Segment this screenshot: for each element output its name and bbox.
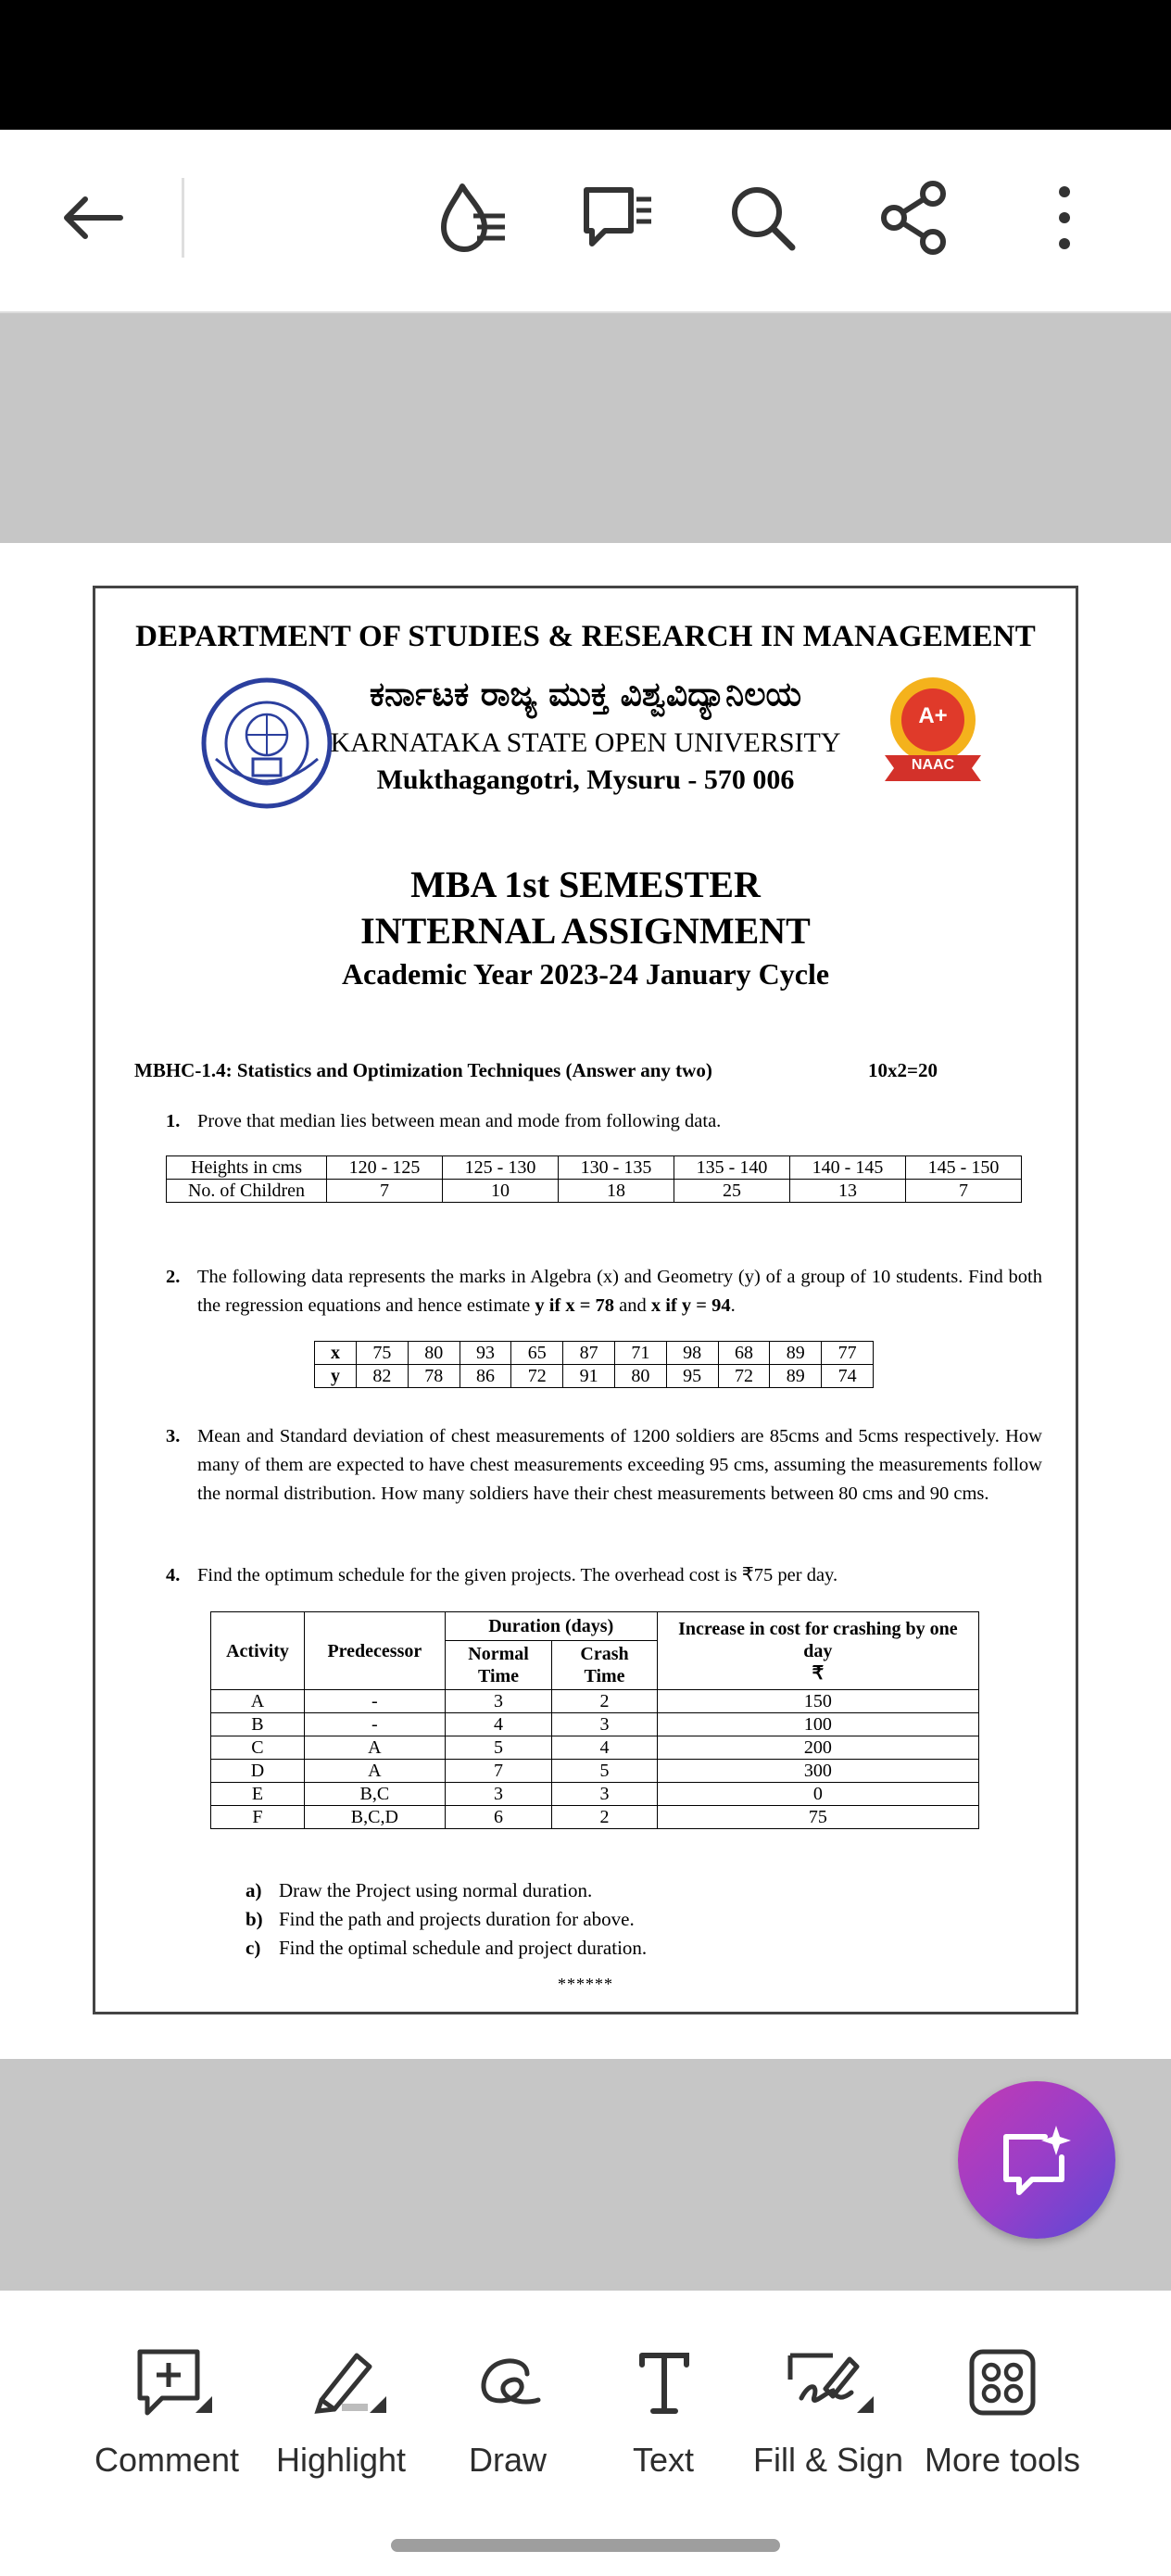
- liquid-mode-button[interactable]: [422, 167, 524, 269]
- q1-table: [166, 1155, 1022, 1203]
- y-value: 91: [563, 1365, 615, 1388]
- question-text-part: and: [614, 1295, 651, 1316]
- tool-label: Text: [632, 2441, 695, 2479]
- x-value: 98: [666, 1342, 718, 1365]
- question-text-part: The following data represents the marks in Algebra (x) and Geometry (y) of a group of 10 students. Find both the regression equations and hence estimate: [197, 1267, 1042, 1316]
- height-class: 135 - 140: [674, 1156, 790, 1180]
- search-button[interactable]: [711, 167, 813, 269]
- activity-cell: C: [211, 1736, 305, 1760]
- children-count: 10: [443, 1180, 559, 1203]
- assignment-title: INTERNAL ASSIGNMENT: [360, 910, 811, 952]
- activity-cell: A: [211, 1690, 305, 1713]
- draw-icon: [457, 2346, 559, 2420]
- normal-time-cell: 4: [445, 1713, 552, 1736]
- y-value: 86: [460, 1365, 511, 1388]
- x-value: 65: [511, 1342, 563, 1365]
- highlight-icon: [290, 2346, 392, 2420]
- more-tools-icon: [951, 2346, 1053, 2420]
- course-title: MBHC-1.4: Statistics and Optimization Techniques (Answer any two): [134, 1059, 712, 1081]
- subpart-text: Find the optimal schedule and project duration.: [279, 1937, 648, 1959]
- semester-title: MBA 1st SEMESTER: [410, 864, 761, 905]
- children-count: 25: [674, 1180, 790, 1203]
- department-heading: DEPARTMENT OF STUDIES & RESEARCH IN MANAGEMENT: [135, 620, 1036, 653]
- list-item: [246, 1905, 647, 1934]
- comments-list-button[interactable]: [567, 167, 669, 269]
- question-text: Prove that median lies between mean and mode from following data.: [197, 1111, 722, 1131]
- q4-table: [210, 1611, 979, 1829]
- x-value: 77: [822, 1342, 874, 1365]
- ai-assistant-button[interactable]: [958, 2081, 1115, 2239]
- activity-cell: F: [211, 1806, 305, 1829]
- back-button[interactable]: [41, 167, 143, 269]
- children-count: 13: [790, 1180, 906, 1203]
- subpart-letter: c): [246, 1937, 261, 1959]
- end-marker: ******: [558, 1975, 613, 1993]
- cost-cell: 150: [657, 1690, 978, 1713]
- y-value: 89: [770, 1365, 822, 1388]
- question-text: Mean and Standard deviation of chest measurements of 1200 soldiers are 85cms and 5cms respectively. How many of them are expected to have chest measurements exceeding 95 cms, assuming the measurements follow the normal distribution. How many soldiers have their chest measurements between 80 cms and 90 cms.: [197, 1426, 1042, 1504]
- tool-label: Comment: [94, 2441, 240, 2479]
- activity-cell: D: [211, 1760, 305, 1783]
- normal-time-cell: 7: [445, 1760, 552, 1783]
- increase-cost-label: Increase in cost for crashing by one day: [678, 1618, 958, 1661]
- more-vertical-icon: [1051, 181, 1078, 255]
- question-4: [166, 1561, 1042, 1590]
- question-2: [166, 1263, 1042, 1320]
- table-row: [211, 1736, 979, 1760]
- share-button[interactable]: [863, 167, 965, 269]
- cost-cell: 300: [657, 1760, 978, 1783]
- y-value: 80: [614, 1365, 666, 1388]
- predecessor-cell: -: [304, 1713, 445, 1736]
- fill-sign-tool-button[interactable]: [736, 2346, 921, 2479]
- crash-time-cell: 5: [552, 1760, 657, 1783]
- x-value: 80: [408, 1342, 460, 1365]
- tool-label: More tools: [924, 2441, 1081, 2479]
- predecessor-cell: A: [304, 1760, 445, 1783]
- table-row: [211, 1713, 979, 1736]
- cost-cell: 75: [657, 1806, 978, 1829]
- subpart-text: Draw the Project using normal duration.: [279, 1879, 593, 1901]
- y-value: 74: [822, 1365, 874, 1388]
- normal-time-cell: 6: [445, 1806, 552, 1829]
- question-number: 2.: [166, 1267, 181, 1287]
- predecessor-cell: B,C,D: [304, 1806, 445, 1829]
- naac-seal: [879, 676, 987, 805]
- crash-time-cell: 2: [552, 1806, 657, 1829]
- tool-label: Fill & Sign: [752, 2441, 904, 2479]
- toolbar-divider: [182, 178, 184, 258]
- crash-time-header: Crash Time: [552, 1641, 657, 1690]
- crash-time-cell: 3: [552, 1713, 657, 1736]
- increase-cost-header: [657, 1612, 978, 1690]
- crash-time-cell: 3: [552, 1783, 657, 1806]
- duration-header: Duration (days): [445, 1612, 657, 1641]
- activity-header: Activity: [211, 1612, 305, 1690]
- cost-cell: 100: [657, 1713, 978, 1736]
- crash-time-cell: 2: [552, 1690, 657, 1713]
- question-1: [166, 1107, 1042, 1136]
- home-indicator[interactable]: [391, 2539, 780, 2552]
- y-value: 95: [666, 1365, 718, 1388]
- x-value: 71: [614, 1342, 666, 1365]
- estimate-1: y if x = 78: [535, 1295, 615, 1316]
- list-item: [246, 1876, 647, 1905]
- children-count: 7: [327, 1180, 443, 1203]
- normal-time-cell: 5: [445, 1736, 552, 1760]
- question-text: Find the optimum schedule for the given projects. The overhead cost is ₹75 per day.: [197, 1565, 838, 1585]
- comments-list-icon: [579, 179, 657, 257]
- overflow-menu-button[interactable]: [1014, 167, 1115, 269]
- question-text-part: .: [730, 1295, 736, 1316]
- cost-cell: 200: [657, 1736, 978, 1760]
- question-4-subparts: [246, 1876, 647, 1963]
- university-name-kannada: ಕರ್ನಾಟಕ ರಾಜ್ಯ ಮುಕ್ತ ವಿಶ್ವವಿದ್ಯಾನಿಲಯ: [369, 676, 802, 713]
- text-tool-button[interactable]: [571, 2346, 756, 2479]
- university-name: KARNATAKA STATE OPEN UNIVERSITY: [330, 727, 841, 758]
- search-icon: [725, 181, 800, 255]
- x-value: 87: [563, 1342, 615, 1365]
- estimate-2: x if y = 94: [650, 1295, 731, 1316]
- subpart-letter: a): [246, 1879, 262, 1901]
- x-value: 93: [460, 1342, 511, 1365]
- currency-symbol: ₹: [812, 1662, 825, 1684]
- tool-label: Highlight: [275, 2441, 407, 2479]
- ai-assistant-icon: [995, 2118, 1078, 2202]
- predecessor-cell: B,C: [304, 1783, 445, 1806]
- list-item: [246, 1934, 647, 1963]
- activity-cell: B: [211, 1713, 305, 1736]
- question-3: [166, 1422, 1042, 1509]
- highlight-tool-button[interactable]: [248, 2346, 434, 2479]
- university-address: Mukthagangotri, Mysuru - 570 006: [376, 764, 795, 795]
- normal-time-cell: 3: [445, 1690, 552, 1713]
- top-toolbar: [0, 130, 1171, 313]
- q2-table: [314, 1341, 874, 1388]
- text-icon: [612, 2346, 714, 2420]
- cost-cell: 0: [657, 1783, 978, 1806]
- comment-tool-button[interactable]: [74, 2346, 259, 2479]
- subpart-letter: b): [246, 1908, 263, 1930]
- height-class: 140 - 145: [790, 1156, 906, 1180]
- naac-seal-icon: [879, 676, 987, 805]
- question-number: 3.: [166, 1426, 181, 1446]
- subpart-text: Find the path and projects duration for above.: [279, 1908, 635, 1930]
- status-bar: [0, 0, 1171, 130]
- predecessor-cell: -: [304, 1690, 445, 1713]
- x-value: 75: [357, 1342, 409, 1365]
- height-class: 120 - 125: [327, 1156, 443, 1180]
- activity-cell: E: [211, 1783, 305, 1806]
- y-value: 78: [408, 1365, 460, 1388]
- normal-time-header: Normal Time: [445, 1641, 552, 1690]
- question-number: 1.: [166, 1111, 181, 1131]
- table-row: [211, 1806, 979, 1829]
- children-count: 7: [906, 1180, 1022, 1203]
- normal-time-cell: 3: [445, 1783, 552, 1806]
- question-text: [197, 1263, 1042, 1320]
- tool-label: Draw: [468, 2441, 547, 2479]
- predecessor-header: Predecessor: [304, 1612, 445, 1690]
- x-value: 89: [770, 1342, 822, 1365]
- predecessor-cell: A: [304, 1736, 445, 1760]
- back-arrow-icon: [59, 195, 124, 241]
- height-class: 145 - 150: [906, 1156, 1022, 1180]
- question-number: 4.: [166, 1565, 181, 1585]
- pdf-page: [93, 586, 1078, 2014]
- row-label: Heights in cms: [167, 1156, 327, 1180]
- fill-sign-icon: [777, 2346, 879, 2420]
- table-row: [211, 1760, 979, 1783]
- academic-year: Academic Year 2023-24 January Cycle: [341, 957, 830, 991]
- table-row: [211, 1783, 979, 1806]
- naac-label: NAAC: [911, 757, 955, 773]
- x-value: 68: [718, 1342, 770, 1365]
- naac-grade: A+: [918, 703, 948, 728]
- y-value: 82: [357, 1365, 409, 1388]
- x-label: x: [315, 1342, 357, 1365]
- marks-allocation: 10x2=20: [868, 1059, 938, 1081]
- comment-icon: [116, 2346, 218, 2420]
- children-count: 18: [559, 1180, 674, 1203]
- y-value: 72: [511, 1365, 563, 1388]
- viewer-background-top: [0, 313, 1171, 543]
- crash-time-cell: 4: [552, 1736, 657, 1760]
- y-label: y: [315, 1365, 357, 1388]
- height-class: 125 - 130: [443, 1156, 559, 1180]
- table-row: [211, 1690, 979, 1713]
- height-class: 130 - 135: [559, 1156, 674, 1180]
- share-icon: [875, 179, 953, 257]
- liquid-mode-icon: [434, 179, 512, 257]
- y-value: 72: [718, 1365, 770, 1388]
- bottom-tools-bar: [0, 2291, 1171, 2576]
- more-tools-button[interactable]: [910, 2346, 1095, 2479]
- row-label: No. of Children: [167, 1180, 327, 1203]
